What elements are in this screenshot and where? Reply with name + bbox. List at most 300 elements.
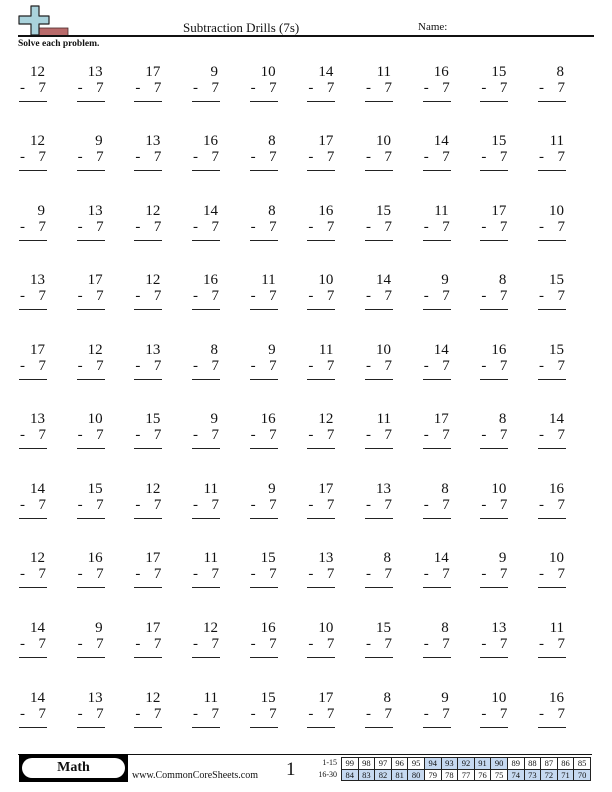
subtrahend: 7 — [326, 79, 335, 96]
subtraction-problem — [134, 65, 162, 102]
subtraction-problem — [192, 412, 220, 449]
answer-line — [365, 637, 393, 658]
minuend: 8 — [268, 133, 276, 150]
minus-sign: - — [366, 496, 372, 513]
subtrahend: 7 — [211, 149, 219, 166]
answer-line — [538, 220, 566, 241]
answer-line — [250, 220, 278, 241]
subtraction-problem — [134, 621, 162, 658]
minuend: 8 — [441, 619, 449, 636]
minus-sign: - — [366, 218, 372, 235]
answer-line — [77, 707, 105, 728]
score-cell: 95 — [408, 758, 425, 770]
minuend: 16 — [260, 411, 276, 428]
subtraction-problem — [134, 134, 162, 171]
minus-sign: - — [481, 357, 487, 374]
subtrahend: 7 — [557, 427, 566, 444]
minuend: 16 — [203, 272, 218, 289]
subtraction-problem — [134, 204, 162, 241]
subtraction-problem — [307, 482, 335, 519]
answer-line — [19, 289, 47, 310]
subtraction-problem — [134, 273, 162, 310]
answer-line — [480, 359, 508, 380]
minus-sign: - — [539, 705, 545, 722]
subtrahend: 7 — [269, 218, 277, 235]
subtrahend: 7 — [38, 496, 46, 513]
answer-line — [19, 498, 47, 519]
subtraction-problem — [307, 551, 335, 588]
score-table — [341, 757, 591, 781]
subtrahend: 7 — [442, 288, 450, 305]
subtrahend: 7 — [442, 566, 450, 583]
answer-line — [77, 567, 105, 588]
minus-sign: - — [77, 288, 83, 305]
minus-sign: - — [193, 566, 198, 583]
answer-line — [192, 81, 220, 102]
answer-line — [538, 567, 566, 588]
minus-sign: - — [366, 357, 372, 374]
minus-sign: - — [135, 149, 141, 166]
minuend: 9 — [268, 480, 276, 497]
minus-sign: - — [423, 79, 429, 96]
subtraction-problem — [423, 412, 451, 449]
subtraction-problem — [250, 412, 278, 449]
minus-sign: - — [366, 635, 372, 652]
subtraction-problem — [307, 134, 335, 171]
answer-line — [423, 637, 451, 658]
answer-line — [365, 220, 393, 241]
answer-line — [480, 81, 508, 102]
answer-line — [134, 567, 162, 588]
subtrahend: 7 — [557, 496, 566, 513]
minus-sign: - — [250, 357, 256, 374]
minus-sign: - — [135, 427, 141, 444]
subtrahend: 7 — [96, 566, 104, 583]
answer-line — [77, 150, 105, 171]
minus-sign: - — [308, 705, 314, 722]
subtrahend: 7 — [442, 79, 450, 96]
minus-sign: - — [193, 288, 198, 305]
answer-line — [250, 637, 278, 658]
answer-line — [480, 567, 508, 588]
score-row — [342, 758, 591, 770]
subtrahend: 7 — [38, 427, 46, 444]
answer-line — [538, 150, 566, 171]
answer-line — [77, 220, 105, 241]
minus-sign: - — [20, 705, 25, 722]
subtrahend: 7 — [499, 427, 508, 444]
subtrahend: 7 — [499, 357, 508, 374]
minus-sign: - — [193, 635, 198, 652]
subtraction-problem — [538, 482, 566, 519]
minus-sign: - — [308, 357, 314, 374]
minuend: 11 — [318, 341, 334, 358]
minus-sign: - — [423, 427, 429, 444]
answer-line — [19, 707, 47, 728]
score-cell: 92 — [458, 758, 475, 770]
answer-line — [192, 428, 220, 449]
minus-sign: - — [77, 635, 83, 652]
score-row-label: 16-30 — [318, 769, 337, 779]
minus-sign: - — [193, 357, 198, 374]
answer-line — [423, 359, 451, 380]
minuend: 8 — [441, 480, 449, 497]
score-cell: 76 — [474, 769, 491, 781]
subtrahend: 7 — [153, 218, 162, 235]
answer-line — [134, 359, 162, 380]
subtraction-problem — [538, 551, 566, 588]
subtraction-problem — [134, 343, 162, 380]
minuend: 8 — [383, 550, 392, 567]
minus-sign: - — [308, 218, 314, 235]
answer-line — [250, 150, 278, 171]
subtrahend: 7 — [326, 218, 335, 235]
answer-line — [365, 150, 393, 171]
subtrahend: 7 — [442, 496, 450, 513]
minus-sign: - — [481, 218, 487, 235]
minus-sign: - — [308, 566, 314, 583]
subtrahend: 7 — [557, 357, 566, 374]
subtrahend: 7 — [38, 79, 46, 96]
minus-sign: - — [539, 218, 545, 235]
answer-line — [423, 567, 451, 588]
answer-line — [423, 707, 451, 728]
minus-sign: - — [250, 79, 256, 96]
answer-line — [365, 81, 393, 102]
subtrahend: 7 — [153, 496, 162, 513]
minus-sign: - — [366, 427, 372, 444]
subtrahend: 7 — [384, 79, 393, 96]
subtrahend: 7 — [153, 427, 162, 444]
minus-sign: - — [250, 427, 256, 444]
answer-line — [134, 428, 162, 449]
subtraction-problem — [77, 412, 105, 449]
minuend: 13 — [30, 272, 45, 289]
answer-line — [250, 707, 278, 728]
answer-line — [250, 567, 278, 588]
subtraction-problem — [250, 621, 278, 658]
minuend: 9 — [441, 272, 449, 289]
answer-line — [538, 428, 566, 449]
answer-line — [307, 498, 335, 519]
minus-sign: - — [20, 427, 25, 444]
minus-sign: - — [250, 496, 256, 513]
minus-sign: - — [193, 218, 198, 235]
subtraction-problem — [365, 691, 393, 728]
answer-line — [365, 567, 393, 588]
subtraction-problem — [19, 204, 47, 241]
subtrahend: 7 — [557, 218, 566, 235]
minus-sign: - — [481, 79, 487, 96]
answer-line — [538, 359, 566, 380]
subtraction-problem — [538, 204, 566, 241]
subtraction-problem — [134, 482, 162, 519]
subtraction-problem — [307, 343, 335, 380]
subtrahend: 7 — [384, 705, 393, 722]
subtraction-problem — [538, 343, 566, 380]
answer-line — [192, 289, 220, 310]
minuend: 9 — [441, 689, 449, 706]
subtrahend: 7 — [96, 705, 104, 722]
minuend: 10 — [549, 202, 565, 219]
subtrahend: 7 — [96, 288, 104, 305]
subtrahend: 7 — [96, 357, 104, 374]
minuend: 11 — [203, 480, 218, 497]
answer-line — [480, 707, 508, 728]
minuend: 11 — [203, 689, 218, 706]
subtrahend: 7 — [211, 79, 219, 96]
score-cell: 85 — [574, 758, 591, 770]
minuend: 17 — [87, 272, 103, 289]
answer-line — [19, 359, 47, 380]
subtraction-problem — [19, 621, 47, 658]
minuend: 14 — [203, 202, 218, 219]
minuend: 15 — [87, 480, 103, 497]
minus-sign: - — [77, 218, 83, 235]
answer-line — [250, 359, 278, 380]
minuend: 15 — [260, 689, 276, 706]
answer-line — [19, 150, 47, 171]
subtrahend: 7 — [96, 149, 104, 166]
minus-sign: - — [135, 566, 141, 583]
minus-sign: - — [423, 635, 429, 652]
minus-sign: - — [20, 566, 25, 583]
minus-sign: - — [308, 288, 314, 305]
subtraction-problem — [307, 621, 335, 658]
subtraction-problem — [365, 65, 393, 102]
subtraction-problem — [365, 343, 393, 380]
subtraction-problem — [423, 343, 451, 380]
answer-line — [77, 81, 105, 102]
subtraction-problem — [250, 482, 278, 519]
subtrahend: 7 — [499, 635, 508, 652]
subtraction-problem — [538, 621, 566, 658]
minus-sign: - — [539, 149, 545, 166]
score-cell: 83 — [358, 769, 375, 781]
minuend: 16 — [549, 689, 565, 706]
minuend: 14 — [30, 689, 45, 706]
minuend: 13 — [376, 480, 392, 497]
minuend: 17 — [145, 550, 161, 567]
score-cell: 77 — [458, 769, 475, 781]
plus-sign-logo-icon — [16, 3, 72, 37]
minus-sign: - — [135, 496, 141, 513]
subtraction-problem — [423, 204, 451, 241]
minus-sign: - — [193, 79, 198, 96]
subtrahend: 7 — [153, 288, 162, 305]
score-cell: 80 — [408, 769, 425, 781]
answer-line — [19, 81, 47, 102]
subtraction-problem — [480, 412, 508, 449]
minuend: 10 — [318, 619, 334, 636]
minus-sign: - — [135, 357, 141, 374]
subtrahend: 7 — [269, 149, 277, 166]
subtraction-problem — [480, 621, 508, 658]
minuend: 14 — [433, 133, 449, 150]
subtraction-problem — [77, 621, 105, 658]
answer-line — [134, 81, 162, 102]
minuend: 15 — [376, 619, 392, 636]
subtrahend: 7 — [38, 357, 46, 374]
answer-line — [480, 498, 508, 519]
score-cell: 81 — [391, 769, 408, 781]
score-cell: 90 — [491, 758, 508, 770]
minus-sign: - — [308, 635, 314, 652]
subtraction-problem — [250, 65, 278, 102]
subtraction-problem — [77, 482, 105, 519]
subtraction-problem — [250, 204, 278, 241]
name-label: Name: — [418, 21, 448, 33]
subtraction-problem — [480, 691, 508, 728]
minuend: 15 — [145, 411, 161, 428]
minus-sign: - — [250, 288, 256, 305]
minus-sign: - — [366, 149, 372, 166]
subtraction-problem — [19, 343, 47, 380]
subtrahend: 7 — [442, 218, 450, 235]
minuend: 15 — [491, 133, 507, 150]
subtrahend: 7 — [326, 496, 335, 513]
minus-sign: - — [481, 496, 487, 513]
minuend: 17 — [145, 619, 161, 636]
subtrahend: 7 — [211, 635, 219, 652]
minuend: 17 — [30, 341, 45, 358]
minuend: 14 — [376, 272, 392, 289]
subtrahend: 7 — [153, 635, 162, 652]
minus-sign: - — [135, 635, 141, 652]
subtrahend: 7 — [269, 427, 277, 444]
subtrahend: 7 — [442, 427, 450, 444]
minus-sign: - — [20, 149, 25, 166]
answer-line — [423, 220, 451, 241]
answer-line — [192, 150, 220, 171]
minuend: 11 — [549, 619, 565, 636]
subtraction-problem — [423, 134, 451, 171]
minuend: 8 — [498, 411, 507, 428]
subtraction-problem — [480, 482, 508, 519]
subtrahend: 7 — [153, 566, 162, 583]
subtraction-problem — [19, 134, 47, 171]
minuend: 16 — [433, 63, 449, 80]
subtrahend: 7 — [499, 288, 508, 305]
subtrahend: 7 — [499, 79, 508, 96]
subtrahend: 7 — [384, 566, 393, 583]
minuend: 11 — [203, 550, 218, 567]
subtrahend: 7 — [153, 705, 162, 722]
subtrahend: 7 — [38, 705, 46, 722]
answer-line — [307, 150, 335, 171]
subtraction-problem — [307, 204, 335, 241]
subtraction-problem — [250, 134, 278, 171]
subtrahend: 7 — [211, 705, 219, 722]
answer-line — [365, 359, 393, 380]
score-cell: 75 — [491, 769, 508, 781]
subtrahend: 7 — [38, 635, 46, 652]
answer-line — [307, 637, 335, 658]
subtrahend: 7 — [153, 149, 162, 166]
score-cell: 88 — [524, 758, 541, 770]
minuend: 8 — [383, 689, 392, 706]
minus-sign: - — [308, 496, 314, 513]
answer-line — [19, 428, 47, 449]
subtrahend: 7 — [96, 79, 104, 96]
subtrahend: 7 — [326, 635, 335, 652]
subtrahend: 7 — [384, 218, 393, 235]
minus-sign: - — [366, 566, 372, 583]
answer-line — [365, 707, 393, 728]
score-cell: 84 — [342, 769, 359, 781]
subtraction-problem — [250, 343, 278, 380]
subject-label: Math — [22, 758, 125, 778]
score-cell: 74 — [507, 769, 524, 781]
minus-sign: - — [366, 288, 372, 305]
answer-line — [423, 428, 451, 449]
minus-sign: - — [77, 566, 83, 583]
subtrahend: 7 — [326, 427, 335, 444]
minuend: 15 — [260, 550, 276, 567]
score-cell: 71 — [557, 769, 574, 781]
subtrahend: 7 — [384, 357, 393, 374]
minus-sign: - — [20, 79, 25, 96]
minus-sign: - — [193, 149, 198, 166]
subtraction-problem — [134, 412, 162, 449]
answer-line — [423, 289, 451, 310]
minus-sign: - — [77, 149, 83, 166]
answer-line — [250, 498, 278, 519]
minuend: 12 — [30, 550, 45, 567]
subtraction-problem — [134, 551, 162, 588]
minus-sign: - — [250, 566, 256, 583]
minuend: 16 — [549, 480, 565, 497]
answer-line — [77, 359, 105, 380]
minuend: 9 — [210, 63, 218, 80]
minuend: 17 — [318, 689, 334, 706]
subtraction-problem — [192, 551, 220, 588]
subtraction-problem — [365, 273, 393, 310]
minus-sign: - — [481, 566, 487, 583]
minuend: 10 — [549, 550, 565, 567]
subject-badge — [19, 754, 128, 782]
minus-sign: - — [77, 705, 83, 722]
minuend: 9 — [95, 133, 103, 150]
answer-line — [365, 498, 393, 519]
answer-line — [19, 220, 47, 241]
answer-line — [192, 707, 220, 728]
minuend: 14 — [318, 63, 334, 80]
answer-line — [480, 428, 508, 449]
subtraction-problem — [77, 273, 105, 310]
subtrahend: 7 — [211, 566, 219, 583]
subtraction-problem — [77, 204, 105, 241]
minus-sign: - — [423, 566, 429, 583]
minuend: 16 — [318, 202, 334, 219]
answer-line — [134, 150, 162, 171]
subtraction-problem — [250, 691, 278, 728]
minus-sign: - — [539, 288, 545, 305]
minuend: 14 — [549, 411, 565, 428]
subtraction-problem — [19, 65, 47, 102]
subtraction-problem — [480, 65, 508, 102]
minus-sign: - — [135, 218, 141, 235]
answer-line — [538, 707, 566, 728]
minuend: 15 — [549, 272, 565, 289]
minuend: 12 — [145, 202, 161, 219]
subtraction-problem — [192, 482, 220, 519]
subtrahend: 7 — [153, 79, 162, 96]
subtraction-problem — [538, 273, 566, 310]
subtrahend: 7 — [557, 635, 566, 652]
minuend: 12 — [145, 480, 161, 497]
minuend: 8 — [498, 272, 507, 289]
